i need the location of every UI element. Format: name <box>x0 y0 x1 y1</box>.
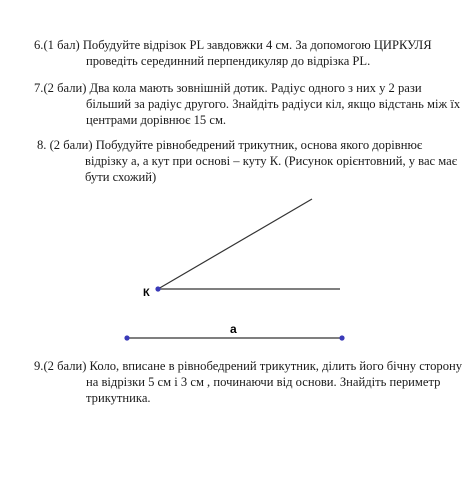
task-9-line-2: на відрізки 5 см і 3 см , починаючи від основи. Знайдіть периметр <box>86 375 441 389</box>
task-9-line-1: 9.(2 бали) Коло, вписане в рівнобедрений трикутник, ділить його бічну сторону <box>34 359 463 373</box>
segment-a-end-point <box>339 335 344 340</box>
angle-vertex-label: К <box>143 287 150 299</box>
task-8-line-3: бути схожий) <box>85 170 157 184</box>
angle-vertex-point <box>155 286 160 291</box>
task-6-line-2: проведіть серединний перпендикуляр до відрізка PL. <box>86 54 371 68</box>
segment-a-label: a <box>230 322 237 336</box>
angle-ray-upper <box>158 199 312 289</box>
task-9-line-3: трикутника. <box>86 391 151 405</box>
task-6-line-1: 6.(1 бал) Побудуйте відрізок PL завдовжки 4 см. За допомогою ЦИРКУЛЯ <box>34 38 432 52</box>
task-8-line-2: відрізку a, а кут при основі – куту К. (Рисунок орієнтовний, у вас має <box>85 154 458 168</box>
task-7-line-1: 7.(2 бали) Два кола мають зовнішній дотик. Радіус одного з них у 2 рази <box>34 81 422 95</box>
task-7-line-3: центрами дорівнює 15 см. <box>86 113 227 127</box>
segment-a-start-point <box>124 335 129 340</box>
task-8-line-1: 8. (2 бали) Побудуйте рівнобедрений трикутник, основа якого дорівнює <box>37 138 423 152</box>
task-7-line-2: більший за радіус другого. Знайдіть радіуси кіл, якщо відстань між їх <box>86 97 461 111</box>
task-9 <box>34 358 462 406</box>
